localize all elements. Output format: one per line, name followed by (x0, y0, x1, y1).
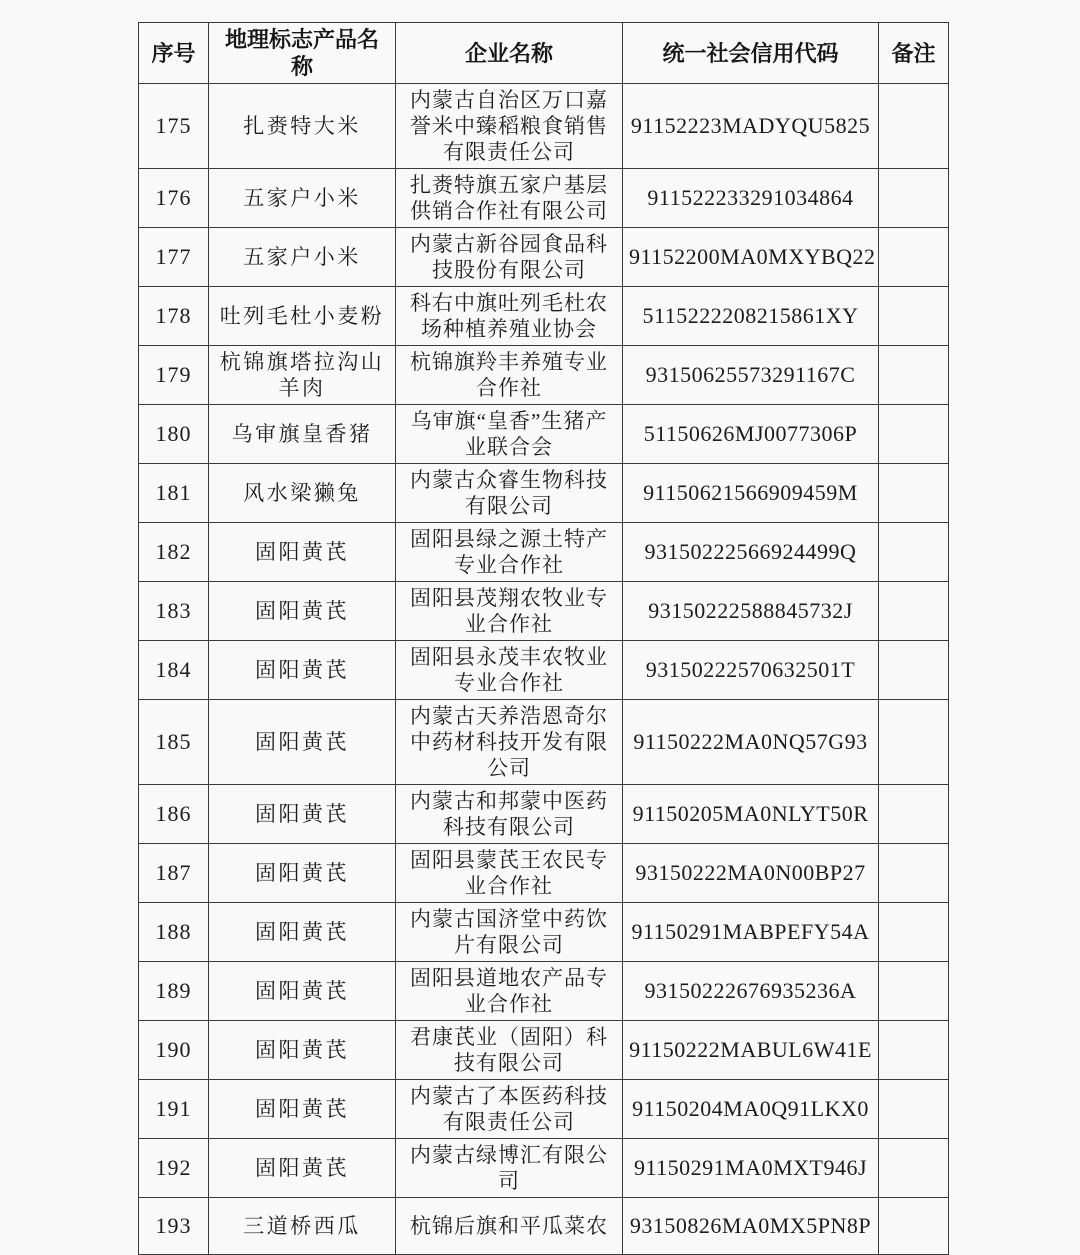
cell-remark (879, 844, 949, 903)
cell-company-name: 内蒙古绿博汇有限公司 (396, 1139, 623, 1198)
cell-serial-number: 189 (139, 962, 209, 1021)
cell-company-name: 固阳县茂翔农牧业专业合作社 (396, 582, 623, 641)
cell-product-name: 三道桥西瓜 (209, 1198, 396, 1255)
cell-credit-code: 91152223MADYQU5825 (623, 84, 879, 169)
cell-company-name: 内蒙古了本医药科技有限责任公司 (396, 1080, 623, 1139)
cell-company-name: 固阳县道地农产品专业合作社 (396, 962, 623, 1021)
cell-credit-code: 93150826MA0MX5PN8P (623, 1198, 879, 1255)
cell-credit-code: 93150222566924499Q (623, 523, 879, 582)
cell-company-name: 固阳县蒙芪王农民专业合作社 (396, 844, 623, 903)
cell-credit-code: 5115222208215861XY (623, 287, 879, 346)
cell-remark (879, 903, 949, 962)
cell-credit-code: 93150222676935236A (623, 962, 879, 1021)
table-row (139, 1021, 949, 1080)
gi-products-table (138, 22, 949, 1255)
cell-product-name: 风水梁獭兔 (209, 464, 396, 523)
cell-credit-code: 91152200MA0MXYBQ22 (623, 228, 879, 287)
table-row (139, 84, 949, 169)
cell-credit-code: 911522233291034864 (623, 169, 879, 228)
table-row (139, 785, 949, 844)
cell-product-name: 固阳黄芪 (209, 844, 396, 903)
cell-serial-number: 178 (139, 287, 209, 346)
cell-product-name: 固阳黄芪 (209, 903, 396, 962)
table-row (139, 1198, 949, 1255)
cell-credit-code: 91150222MABUL6W41E (623, 1021, 879, 1080)
cell-product-name: 固阳黄芪 (209, 1021, 396, 1080)
table-row (139, 464, 949, 523)
cell-remark (879, 84, 949, 169)
header-row (139, 23, 949, 84)
cell-company-name: 乌审旗“皇香”生猪产业联合会 (396, 405, 623, 464)
cell-company-name: 科右中旗吐列毛杜农场种植养殖业协会 (396, 287, 623, 346)
table-row (139, 169, 949, 228)
cell-remark (879, 464, 949, 523)
cell-serial-number: 177 (139, 228, 209, 287)
table-row (139, 700, 949, 785)
cell-credit-code: 93150222MA0N00BP27 (623, 844, 879, 903)
cell-remark (879, 405, 949, 464)
cell-remark (879, 1080, 949, 1139)
table-row (139, 523, 949, 582)
cell-company-name: 君康芪业（固阳）科技有限公司 (396, 1021, 623, 1080)
cell-credit-code: 93150222570632501T (623, 641, 879, 700)
table-row (139, 1080, 949, 1139)
cell-company-name: 扎赉特旗五家户基层供销合作社有限公司 (396, 169, 623, 228)
table-row (139, 903, 949, 962)
cell-product-name: 固阳黄芪 (209, 962, 396, 1021)
cell-company-name: 固阳县永茂丰农牧业专业合作社 (396, 641, 623, 700)
cell-serial-number: 188 (139, 903, 209, 962)
cell-serial-number: 185 (139, 700, 209, 785)
cell-product-name: 固阳黄芪 (209, 785, 396, 844)
cell-remark (879, 169, 949, 228)
cell-remark (879, 287, 949, 346)
cell-serial-number: 192 (139, 1139, 209, 1198)
table-row (139, 844, 949, 903)
table-row (139, 641, 949, 700)
table-row (139, 1139, 949, 1198)
cell-credit-code: 91150205MA0NLYT50R (623, 785, 879, 844)
cell-serial-number: 182 (139, 523, 209, 582)
cell-product-name: 扎赉特大米 (209, 84, 396, 169)
cell-product-name: 固阳黄芪 (209, 1139, 396, 1198)
cell-credit-code: 91150291MABPEFY54A (623, 903, 879, 962)
cell-credit-code: 91150621566909459M (623, 464, 879, 523)
cell-product-name: 杭锦旗塔拉沟山羊肉 (209, 346, 396, 405)
cell-product-name: 五家户小米 (209, 228, 396, 287)
cell-serial-number: 193 (139, 1198, 209, 1255)
cell-product-name: 固阳黄芪 (209, 700, 396, 785)
table-row (139, 346, 949, 405)
cell-company-name: 杭锦旗羚丰养殖专业合作社 (396, 346, 623, 405)
table-row (139, 582, 949, 641)
table-body (139, 84, 949, 1255)
table-row (139, 228, 949, 287)
cell-serial-number: 191 (139, 1080, 209, 1139)
cell-serial-number: 179 (139, 346, 209, 405)
column-header-no: 序号 (139, 23, 209, 84)
cell-company-name: 固阳县绿之源土特产专业合作社 (396, 523, 623, 582)
cell-product-name: 固阳黄芪 (209, 641, 396, 700)
cell-serial-number: 175 (139, 84, 209, 169)
cell-product-name: 固阳黄芪 (209, 582, 396, 641)
cell-company-name: 内蒙古自治区万口嘉誉米中臻稻粮食销售有限责任公司 (396, 84, 623, 169)
cell-remark (879, 523, 949, 582)
cell-serial-number: 180 (139, 405, 209, 464)
cell-remark (879, 785, 949, 844)
cell-product-name: 固阳黄芪 (209, 1080, 396, 1139)
cell-company-name: 内蒙古国济堂中药饮片有限公司 (396, 903, 623, 962)
cell-product-name: 乌审旗皇香猪 (209, 405, 396, 464)
cell-company-name: 内蒙古众睿生物科技有限公司 (396, 464, 623, 523)
table-row (139, 962, 949, 1021)
table-row (139, 405, 949, 464)
cell-remark (879, 700, 949, 785)
cell-remark (879, 641, 949, 700)
column-header-company: 企业名称 (396, 23, 623, 84)
table-row (139, 287, 949, 346)
cell-serial-number: 183 (139, 582, 209, 641)
cell-serial-number: 181 (139, 464, 209, 523)
column-header-product: 地理标志产品名称 (209, 23, 396, 84)
cell-serial-number: 190 (139, 1021, 209, 1080)
cell-serial-number: 184 (139, 641, 209, 700)
cell-company-name: 内蒙古天养浩恩奇尔中药材科技开发有限公司 (396, 700, 623, 785)
cell-remark (879, 1198, 949, 1255)
cell-product-name: 五家户小米 (209, 169, 396, 228)
cell-serial-number: 176 (139, 169, 209, 228)
cell-product-name: 固阳黄芪 (209, 523, 396, 582)
cell-company-name: 内蒙古新谷园食品科技股份有限公司 (396, 228, 623, 287)
cell-credit-code: 51150626MJ0077306P (623, 405, 879, 464)
column-header-code: 统一社会信用代码 (623, 23, 879, 84)
cell-remark (879, 582, 949, 641)
cell-remark (879, 1139, 949, 1198)
cell-remark (879, 346, 949, 405)
cell-remark (879, 962, 949, 1021)
cell-serial-number: 187 (139, 844, 209, 903)
cell-company-name: 内蒙古和邦蒙中医药科技有限公司 (396, 785, 623, 844)
cell-credit-code: 91150204MA0Q91LKX0 (623, 1080, 879, 1139)
cell-credit-code: 91150222MA0NQ57G93 (623, 700, 879, 785)
cell-company-name: 杭锦后旗和平瓜菜农 (396, 1198, 623, 1255)
column-header-remark: 备注 (879, 23, 949, 84)
cell-credit-code: 91150291MA0MXT946J (623, 1139, 879, 1198)
table-header (139, 23, 949, 84)
cell-credit-code: 93150222588845732J (623, 582, 879, 641)
cell-remark (879, 228, 949, 287)
cell-remark (879, 1021, 949, 1080)
cell-credit-code: 93150625573291167C (623, 346, 879, 405)
cell-product-name: 吐列毛杜小麦粉 (209, 287, 396, 346)
cell-serial-number: 186 (139, 785, 209, 844)
